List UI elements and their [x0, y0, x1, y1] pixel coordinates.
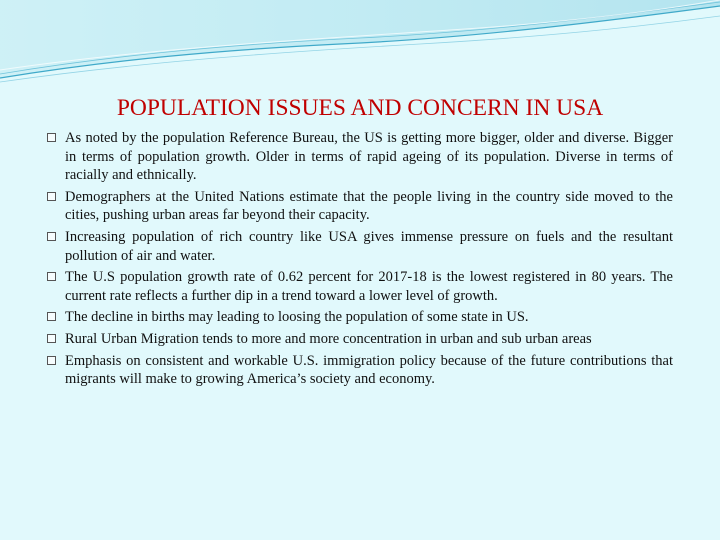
slide-title: POPULATION ISSUES AND CONCERN IN USA	[116, 95, 604, 121]
list-item	[47, 352, 673, 389]
header-wave-decoration	[0, 0, 720, 90]
square-bullet-icon	[47, 334, 56, 343]
list-item	[47, 268, 673, 305]
square-bullet-icon	[47, 356, 56, 365]
list-item	[47, 129, 673, 185]
list-item	[47, 308, 673, 327]
list-item	[47, 330, 673, 349]
list-item	[47, 228, 673, 265]
bullet-list	[47, 129, 673, 392]
square-bullet-icon	[47, 272, 56, 281]
bullet-text: The U.S population growth rate of 0.62 percent for 2017-18 is the lowest registered in 80 years. The current rate reflects a further dip in a trend toward a lower level of growth.	[65, 269, 673, 304]
square-bullet-icon	[47, 192, 56, 201]
bullet-text: Rural Urban Migration tends to more and more concentration in urban and sub urban areas	[65, 330, 592, 347]
bullet-text: As noted by the population Reference Bureau, the US is getting more bigger, older and diverse. Bigger in terms of population growth. Older in terms of rapid ageing of its population. Diverse in terms of racially and ethnically.	[65, 130, 673, 184]
bullet-text: Demographers at the United Nations estimate that the people living in the country side moved to the cities, pushing urban areas far beyond their capacity.	[65, 188, 673, 224]
bullet-text: The decline in births may leading to loosing the population of some state in US.	[65, 309, 529, 326]
square-bullet-icon	[47, 232, 56, 241]
list-item	[47, 188, 673, 225]
bullet-text: Emphasis on consistent and workable U.S. immigration policy because of the future contributions that migrants will make to growing America’s society and economy.	[65, 352, 673, 388]
square-bullet-icon	[47, 133, 56, 142]
bullet-text: Increasing population of rich country like USA gives immense pressure on fuels and the resultant pollution of air and water.	[65, 228, 673, 264]
square-bullet-icon	[47, 312, 56, 321]
